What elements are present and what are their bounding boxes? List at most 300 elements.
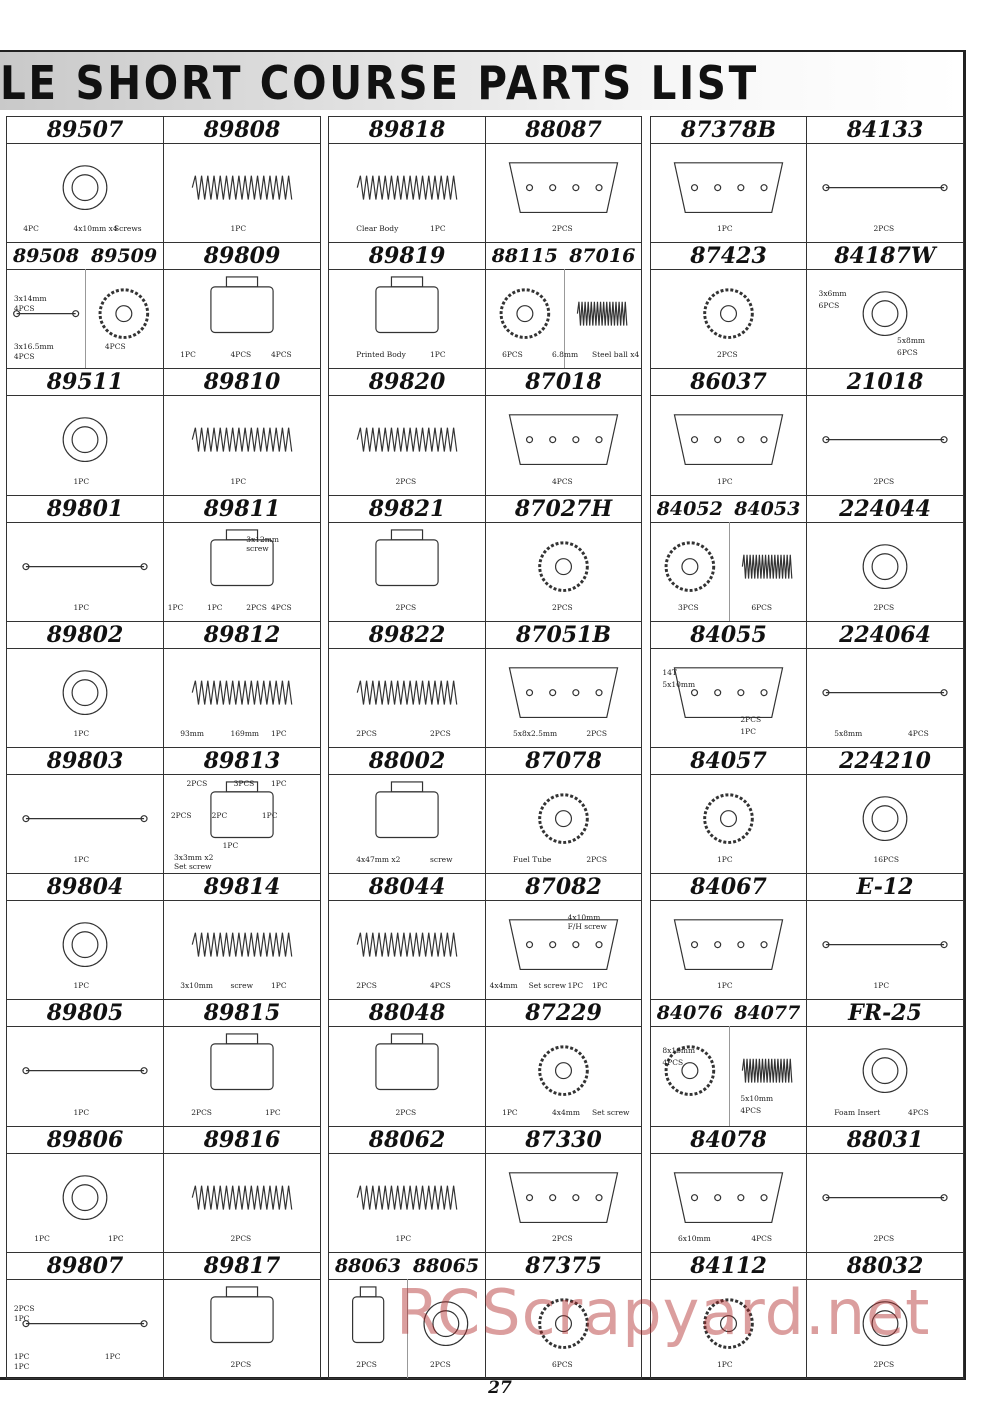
part-number (329, 243, 485, 270)
part-illustration (7, 900, 163, 999)
part-code: 21018 (846, 369, 924, 396)
part-code: 84076 (656, 1002, 723, 1025)
part-label: screw (230, 981, 253, 991)
part-code: 89811 (203, 495, 281, 522)
part-illustration (329, 269, 485, 368)
part-code: 84112 (690, 1252, 767, 1279)
part-code: 86037 (690, 369, 767, 396)
part-cell (650, 999, 807, 1126)
part-number (807, 1127, 963, 1154)
part-code: 87423 (690, 243, 767, 270)
part-label: 3x6mm (818, 289, 847, 299)
part-label: 2PCS (873, 476, 895, 486)
part-cell (650, 1126, 807, 1253)
part-drawing (329, 269, 485, 368)
part-code: 89819 (368, 243, 446, 270)
part-label: 4x10mm x4 (73, 224, 118, 234)
part-label: Set screw (592, 1107, 630, 1117)
part-code: 89804 (46, 874, 124, 901)
part-label: 2PCS (717, 350, 738, 360)
part-illustration (164, 1279, 320, 1378)
part-number (164, 1127, 320, 1154)
part-cell (485, 368, 642, 495)
part-code: E-12 (856, 874, 914, 901)
part-drawing (7, 1153, 163, 1252)
part-number (7, 496, 163, 523)
part-illustration (164, 900, 320, 999)
part-illustration (651, 774, 806, 873)
part-cell (6, 1252, 164, 1379)
part-number (164, 243, 320, 270)
part-code: 89806 (46, 1126, 124, 1153)
part-drawing (164, 522, 320, 621)
part-label: 1PC (740, 726, 756, 736)
part-illustration (486, 269, 641, 368)
part-drawing (329, 774, 485, 873)
part-cell (485, 621, 642, 748)
part-number (329, 748, 485, 775)
part-label: 2PCS (356, 728, 377, 738)
part-cell (485, 999, 642, 1126)
part-illustration (7, 1279, 163, 1378)
part-code: 87378B (680, 117, 777, 143)
part-code: 89507 (46, 117, 124, 143)
part-code: 88115 (491, 245, 558, 268)
part-cell (806, 999, 964, 1126)
part-cell (163, 368, 321, 495)
part-label: 4PCS (751, 1233, 773, 1243)
part-label: 1PC (271, 728, 287, 738)
part-label: 2PCS (395, 602, 417, 612)
part-code: 89801 (46, 495, 124, 522)
part-label: 6PCS (897, 348, 918, 358)
part-drawing (164, 1026, 320, 1125)
part-label: 3x3mm x2 (173, 853, 214, 863)
part-cell (328, 621, 486, 748)
part-code: 89808 (203, 117, 281, 143)
part-cell (806, 621, 964, 748)
part-label: Printed Body (356, 350, 406, 360)
part-label: 6.8mm (552, 350, 579, 360)
part-label: 6PCS (751, 602, 773, 612)
part-number (486, 243, 641, 270)
part-code: 87027H (514, 495, 613, 522)
part-number (486, 622, 641, 649)
part-cell (6, 621, 164, 748)
page-title: LE SHORT COURSE PARTS LIST (0, 56, 759, 110)
part-code: 89816 (203, 1126, 281, 1153)
part-cell (650, 242, 807, 369)
part-illustration (164, 1026, 320, 1125)
part-number (7, 1253, 163, 1280)
part-number (329, 117, 485, 144)
part-illustration (651, 648, 806, 747)
part-illustration (807, 1026, 963, 1125)
part-code: 89812 (203, 621, 281, 648)
part-illustration (7, 522, 163, 621)
part-code: 88032 (846, 1252, 924, 1279)
part-label: 1PC (73, 1107, 90, 1117)
part-number (651, 622, 806, 649)
part-code: 89821 (368, 495, 446, 522)
part-illustration (329, 774, 485, 873)
part-number (164, 1253, 320, 1280)
part-label: 2PC (211, 811, 228, 821)
part-number (807, 496, 963, 523)
part-code: 89802 (46, 621, 124, 648)
part-illustration (164, 1153, 320, 1252)
part-label: 1PC (180, 350, 196, 360)
part-code: 88065 (412, 1254, 480, 1277)
part-cell (163, 116, 321, 243)
part-drawing (651, 522, 806, 621)
part-illustration (651, 522, 806, 621)
part-code: 89817 (203, 1252, 281, 1279)
part-illustration (7, 395, 163, 494)
part-drawing (807, 648, 963, 747)
part-code: 87016 (569, 245, 636, 268)
part-label: 3PCS (233, 779, 255, 789)
part-illustration (651, 1153, 806, 1252)
part-label: 4PCS (908, 1107, 929, 1117)
part-code: 88063 (334, 1254, 402, 1277)
part-label: 1PC (73, 476, 90, 486)
part-cell (328, 873, 486, 1000)
part-label: 1PC (592, 981, 608, 991)
part-label: 2PCS (873, 1233, 895, 1243)
part-cell (6, 116, 164, 243)
part-number (486, 369, 641, 396)
part-illustration (329, 522, 485, 621)
part-number (7, 748, 163, 775)
part-number (7, 1127, 163, 1154)
part-illustration (7, 1026, 163, 1125)
part-drawing (651, 1026, 806, 1125)
part-code: 84077 (734, 1002, 801, 1025)
part-label: 4x10mm (567, 913, 601, 923)
part-label: 169mm (230, 728, 260, 738)
part-label: 93mm (180, 728, 205, 738)
part-illustration (807, 1153, 963, 1252)
part-label: 4PC (23, 224, 39, 234)
part-label: 5x8mm (897, 336, 926, 346)
part-label: 1PC (430, 224, 446, 234)
part-label: 4PCS (271, 602, 292, 612)
part-illustration (164, 522, 320, 621)
part-number (329, 369, 485, 396)
part-code: 89805 (46, 1000, 124, 1027)
part-code: 224210 (839, 748, 931, 774)
part-number (7, 369, 163, 396)
part-number (807, 748, 963, 775)
part-cell (6, 368, 164, 495)
part-drawing (329, 143, 485, 242)
part-number (329, 622, 485, 649)
part-illustration (651, 1026, 806, 1125)
part-cell (6, 495, 164, 622)
part-drawing (651, 1153, 806, 1252)
part-label: Set screw (528, 981, 567, 991)
part-number (486, 748, 641, 775)
part-code: 84187W (834, 243, 936, 270)
part-label: 2PCS (740, 714, 762, 724)
part-cell (328, 999, 486, 1126)
part-code: 89820 (368, 369, 446, 396)
part-illustration (329, 1026, 485, 1125)
part-cell (163, 999, 321, 1126)
part-code: 88002 (368, 748, 446, 774)
part-label: Set screw (173, 862, 212, 872)
part-cell (328, 1126, 486, 1253)
part-illustration (7, 143, 163, 242)
part-drawing (329, 648, 485, 747)
part-label: 16PCS (873, 855, 899, 865)
part-label: 1PC (13, 1313, 30, 1323)
part-number (807, 874, 963, 901)
part-drawing (486, 648, 641, 747)
page-number: 27 (488, 1378, 512, 1398)
part-label: 4PCS (13, 352, 35, 362)
part-illustration (807, 143, 963, 242)
part-label: 2PCS (170, 811, 192, 821)
part-illustration (807, 648, 963, 747)
part-code: 224044 (839, 495, 931, 522)
part-label: 1PC (265, 1107, 281, 1117)
part-cell (485, 116, 642, 243)
part-number (7, 117, 163, 144)
part-number (651, 117, 806, 144)
part-number (651, 243, 806, 270)
part-label: 1PC (717, 1359, 733, 1369)
part-label: 4PCS (230, 350, 252, 360)
part-label: 1PC (230, 476, 247, 486)
part-label: 2PCS (552, 224, 573, 234)
part-cell (806, 873, 964, 1000)
part-label: 1PC (73, 981, 90, 991)
part-label: 1PC (73, 728, 90, 738)
part-illustration (164, 648, 320, 747)
part-number (486, 874, 641, 901)
part-illustration (651, 143, 806, 242)
part-label: 1PC (222, 841, 239, 851)
part-number (7, 1000, 163, 1027)
part-label: Screws (114, 224, 142, 234)
part-number (329, 1000, 485, 1027)
part-label: 1PC (271, 779, 287, 789)
part-code: 89807 (46, 1252, 124, 1279)
part-code: 89810 (203, 369, 281, 396)
part-label: 1PC (206, 602, 223, 612)
part-number (329, 1127, 485, 1154)
part-number (651, 1000, 806, 1027)
part-cell (163, 495, 321, 622)
part-cell (650, 747, 807, 874)
part-code: 89508 (12, 245, 80, 268)
part-code: FR-25 (848, 1000, 922, 1027)
part-label: Steel ball x4 (592, 350, 640, 360)
part-number (486, 496, 641, 523)
part-code: 87229 (525, 1000, 602, 1027)
part-label: 2PCS (873, 1359, 895, 1369)
part-cell (806, 242, 964, 369)
part-cell (6, 999, 164, 1126)
part-code: 87051B (515, 621, 612, 648)
part-label: 1PC (717, 981, 733, 991)
part-label: 1PC (271, 981, 287, 991)
part-cell (6, 242, 164, 369)
part-label: 2PCS (395, 1107, 417, 1117)
part-label: 2PCS (230, 1359, 252, 1369)
part-code: 87018 (525, 369, 602, 396)
part-illustration (486, 1026, 641, 1125)
part-label: 6PCS (818, 301, 840, 311)
part-code: 88048 (368, 1000, 446, 1027)
part-illustration (486, 395, 641, 494)
part-cell (163, 873, 321, 1000)
part-drawing (329, 900, 485, 999)
part-label: 1PC (34, 1233, 50, 1243)
part-illustration (329, 648, 485, 747)
part-drawing (651, 648, 806, 747)
part-illustration (164, 395, 320, 494)
part-code: 89509 (90, 245, 158, 268)
part-label: 8x16mm (662, 1046, 696, 1056)
part-drawing (7, 1279, 163, 1378)
part-illustration (486, 522, 641, 621)
part-label: 4x4mm (552, 1107, 580, 1117)
part-cell (650, 116, 807, 243)
part-label: 2PCS (356, 981, 377, 991)
part-code: 84057 (690, 748, 767, 774)
part-code: 88062 (368, 1126, 446, 1153)
part-label: 1PC (73, 855, 90, 865)
part-code: 84078 (690, 1126, 767, 1153)
part-label: Foam Insert (834, 1107, 881, 1117)
part-illustration (164, 143, 320, 242)
part-illustration (486, 143, 641, 242)
part-cell (806, 368, 964, 495)
part-code: 89822 (368, 621, 446, 648)
part-number (164, 622, 320, 649)
part-cell (328, 116, 486, 243)
part-label: 2PCS (191, 1107, 212, 1117)
part-label: 1PC (395, 1233, 412, 1243)
part-illustration (329, 900, 485, 999)
part-code: 88044 (368, 874, 446, 901)
part-label: 1PC (104, 1351, 121, 1361)
part-cell (650, 368, 807, 495)
part-cell (328, 242, 486, 369)
part-label: 4x4mm (489, 981, 518, 991)
part-code: 84067 (690, 874, 767, 901)
part-cell (163, 242, 321, 369)
part-code: 89803 (46, 748, 124, 774)
part-cell (163, 1126, 321, 1253)
part-label: 2PCS (430, 728, 451, 738)
part-illustration (7, 269, 163, 368)
part-cell (163, 747, 321, 874)
part-illustration (164, 269, 320, 368)
part-number (164, 874, 320, 901)
part-illustration (486, 774, 641, 873)
part-number (486, 1127, 641, 1154)
part-label: Fuel Tube (513, 855, 552, 865)
part-number (651, 748, 806, 775)
part-cell (650, 621, 807, 748)
part-label: 2PCS (586, 855, 608, 865)
part-number (7, 622, 163, 649)
part-number (651, 1127, 806, 1154)
part-number (651, 496, 806, 523)
part-illustration (651, 269, 806, 368)
part-number (651, 369, 806, 396)
part-number (807, 243, 963, 270)
part-label: 3x10mm (180, 981, 214, 991)
part-label: 4PCS (430, 981, 451, 991)
part-label: 1PC (717, 855, 733, 865)
part-label: 5x10mm (740, 1093, 774, 1103)
part-code: 87375 (525, 1252, 602, 1279)
part-label: 4PCS (13, 304, 35, 314)
watermark: RCScrapyard.net (396, 1276, 931, 1349)
part-code: 84133 (846, 117, 924, 143)
part-label: 1PC (167, 602, 184, 612)
part-illustration (651, 395, 806, 494)
part-illustration (486, 900, 641, 999)
part-code: 89818 (368, 117, 446, 143)
part-label: Clear Body (356, 224, 399, 234)
part-code: 84053 (734, 497, 801, 520)
part-cell (806, 116, 964, 243)
part-number (164, 1000, 320, 1027)
part-cell (328, 747, 486, 874)
part-label: 4PCS (908, 728, 929, 738)
part-number (329, 496, 485, 523)
part-cell (485, 1126, 642, 1253)
part-cell (806, 495, 964, 622)
part-number (164, 748, 320, 775)
part-cell (485, 242, 642, 369)
part-label: 2PCS (395, 476, 417, 486)
part-number (486, 1000, 641, 1027)
part-cell (328, 495, 486, 622)
part-illustration (7, 648, 163, 747)
part-number (651, 874, 806, 901)
part-label: 2PCS (246, 602, 267, 612)
part-code: 84055 (690, 621, 767, 648)
part-cell (485, 495, 642, 622)
part-label: 1PC (108, 1233, 124, 1243)
part-label: F/H screw (567, 922, 607, 932)
part-code: 89815 (203, 1000, 281, 1027)
part-illustration (807, 522, 963, 621)
part-illustration (7, 774, 163, 873)
part-code: 89809 (203, 243, 281, 270)
part-label: 1PC (717, 476, 733, 486)
part-label: 5x8x2.5mm (513, 728, 558, 738)
part-cell (328, 368, 486, 495)
part-label: 1PC (13, 1361, 30, 1371)
part-code: 88087 (525, 117, 602, 143)
part-number (807, 1000, 963, 1027)
part-cell (806, 747, 964, 874)
part-number (486, 117, 641, 144)
part-illustration (807, 774, 963, 873)
part-label: 1PC (873, 981, 890, 991)
part-label: 1PC (502, 1107, 518, 1117)
part-drawing (807, 269, 963, 368)
part-number (807, 369, 963, 396)
